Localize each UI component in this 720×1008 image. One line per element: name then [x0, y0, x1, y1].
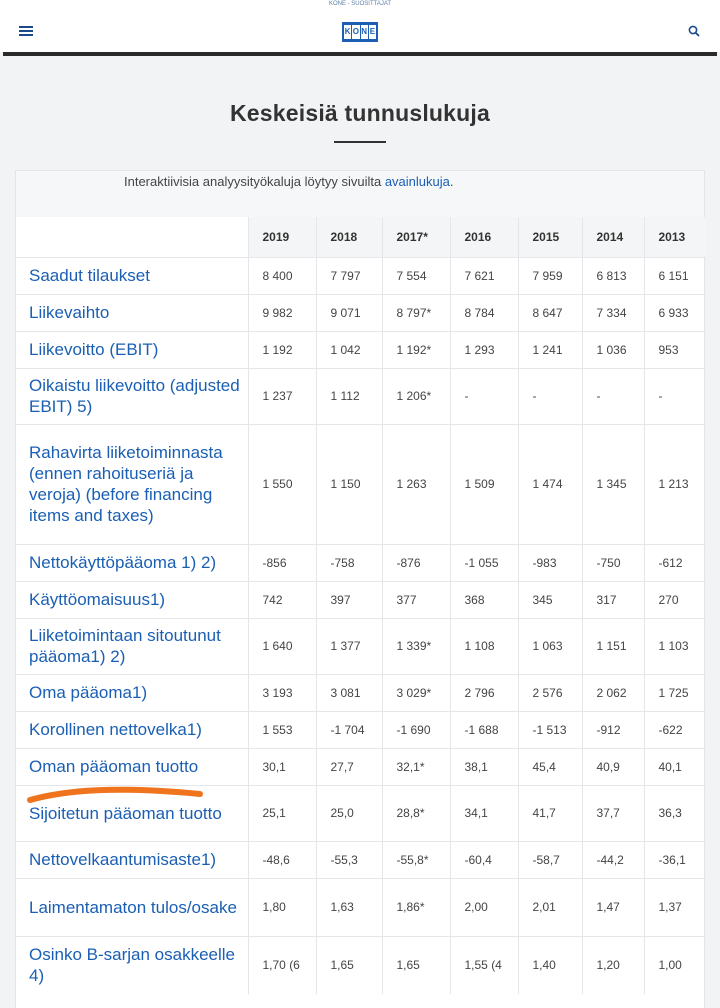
value-cell: 37,7: [582, 785, 644, 841]
value-cell: 40,1: [644, 748, 706, 785]
value-cell: -: [644, 368, 706, 424]
value-cell: 3 193: [248, 674, 316, 711]
value-cell: 1 042: [316, 331, 382, 368]
value-cell: -876: [382, 544, 450, 581]
value-cell: 1 112: [316, 368, 382, 424]
value-cell: -1 055: [450, 544, 518, 581]
table-row: [16, 878, 706, 936]
value-cell: -36,1: [644, 841, 706, 878]
metric-label[interactable]: Liikevoitto (EBIT): [16, 331, 248, 368]
value-cell: 25,0: [316, 785, 382, 841]
value-cell: -622: [644, 711, 706, 748]
value-cell: 27,7: [316, 748, 382, 785]
value-cell: 6 151: [644, 257, 706, 294]
value-cell: 3 029*: [382, 674, 450, 711]
value-cell: 1,55 (4: [450, 936, 518, 994]
table-row: [16, 581, 706, 618]
value-cell: 7 554: [382, 257, 450, 294]
value-cell: -758: [316, 544, 382, 581]
table-row: [16, 257, 706, 294]
value-cell: 1,00: [644, 936, 706, 994]
logo-letter: O: [352, 25, 359, 39]
metric-label[interactable]: Saadut tilaukset: [16, 257, 248, 294]
value-cell: 6 933: [644, 294, 706, 331]
value-cell: 40,9: [582, 748, 644, 785]
value-cell: 1 103: [644, 618, 706, 674]
year-header: 2017*: [382, 217, 450, 257]
page-title: Keskeisiä tunnuslukuja: [229, 100, 491, 126]
value-cell: 270: [644, 581, 706, 618]
value-cell: 1 553: [248, 711, 316, 748]
value-cell: 1 206*: [382, 368, 450, 424]
value-cell: -58,7: [518, 841, 582, 878]
value-cell: -912: [582, 711, 644, 748]
metric-label[interactable]: Oma pääoma1): [16, 674, 248, 711]
year-header: 2014: [582, 217, 644, 257]
value-cell: 1 640: [248, 618, 316, 674]
value-cell: 1,63: [316, 878, 382, 936]
table-row: [16, 936, 706, 994]
value-cell: 953: [644, 331, 706, 368]
value-cell: 1 213: [644, 424, 706, 544]
metric-label[interactable]: Osinko B-sarjan osakkeelle 4): [16, 936, 248, 994]
table-row: [16, 785, 706, 841]
value-cell: 1,65: [382, 936, 450, 994]
value-cell: -: [518, 368, 582, 424]
key-figures-link[interactable]: avainlukuja: [384, 174, 450, 189]
metric-label[interactable]: Liiketoimintaan sitoutunut pääoma1) 2): [16, 618, 248, 674]
value-cell: 36,3: [644, 785, 706, 841]
value-cell: 368: [450, 581, 518, 618]
hamburger-menu-icon[interactable]: [19, 26, 33, 38]
metric-label[interactable]: Nettovelkaantumisaste1): [16, 841, 248, 878]
title-divider: [334, 141, 386, 143]
metric-label[interactable]: Laimentamaton tulos/osake: [16, 878, 248, 936]
hero-image-strip: [3, 52, 717, 56]
value-cell: 9 982: [248, 294, 316, 331]
top-banner: KONE - SUOSITTAJAT: [0, 0, 720, 12]
value-cell: 345: [518, 581, 582, 618]
value-cell: -1 688: [450, 711, 518, 748]
value-cell: 8 647: [518, 294, 582, 331]
value-cell: -750: [582, 544, 644, 581]
value-cell: 1 063: [518, 618, 582, 674]
table-row: [16, 544, 706, 581]
value-cell: -: [582, 368, 644, 424]
value-cell: 8 797*: [382, 294, 450, 331]
notice-suffix: .: [449, 174, 454, 189]
value-cell: 1 036: [582, 331, 644, 368]
value-cell: -55,8*: [382, 841, 450, 878]
metric-label[interactable]: Nettokäyttöpääoma 1) 2): [16, 544, 248, 581]
value-cell: -1 513: [518, 711, 582, 748]
year-header: 2016: [450, 217, 518, 257]
value-cell: 34,1: [450, 785, 518, 841]
year-header-row: [16, 217, 706, 257]
key-figures-card: [15, 170, 705, 1008]
kone-logo[interactable]: [342, 22, 378, 42]
value-cell: 1,86*: [382, 878, 450, 936]
value-cell: 7 334: [582, 294, 644, 331]
value-cell: 8 784: [450, 294, 518, 331]
logo-letter: N: [361, 25, 368, 39]
value-cell: 1 150: [316, 424, 382, 544]
value-cell: 1,65: [316, 936, 382, 994]
value-cell: 1 725: [644, 674, 706, 711]
value-cell: 1,80: [248, 878, 316, 936]
value-cell: 1 474: [518, 424, 582, 544]
table-row: [16, 711, 706, 748]
table-row: [16, 748, 706, 785]
metric-label[interactable]: Liikevaihto: [16, 294, 248, 331]
value-cell: 1 345: [582, 424, 644, 544]
key-figures-table: [16, 217, 706, 994]
value-cell: 2,01: [518, 878, 582, 936]
value-cell: 32,1*: [382, 748, 450, 785]
metric-label[interactable]: Rahavirta liiketoiminnasta (ennen rahoituseriä ja veroja) (before financing items and taxes): [16, 424, 248, 544]
year-header: 2015: [518, 217, 582, 257]
table-row: [16, 618, 706, 674]
metric-label[interactable]: Oman pääoman tuotto: [16, 748, 248, 785]
value-cell: 6 813: [582, 257, 644, 294]
value-cell: 2 796: [450, 674, 518, 711]
value-cell: -60,4: [450, 841, 518, 878]
value-cell: 9 071: [316, 294, 382, 331]
table-row: [16, 368, 706, 424]
metric-label[interactable]: Sijoitetun pääoman tuotto: [16, 785, 248, 841]
value-cell: 41,7: [518, 785, 582, 841]
table-row: [16, 424, 706, 544]
value-cell: 397: [316, 581, 382, 618]
value-cell: 2,00: [450, 878, 518, 936]
value-cell: 1 241: [518, 331, 582, 368]
value-cell: 3 081: [316, 674, 382, 711]
value-cell: 1 151: [582, 618, 644, 674]
value-cell: 25,1: [248, 785, 316, 841]
value-cell: 45,4: [518, 748, 582, 785]
value-cell: 38,1: [450, 748, 518, 785]
value-cell: 2 576: [518, 674, 582, 711]
value-cell: -983: [518, 544, 582, 581]
notice-text: Interaktiivisia analyysityökaluja löytyy sivuilta: [124, 174, 385, 189]
year-header: 2019: [248, 217, 316, 257]
value-cell: -856: [248, 544, 316, 581]
year-header: 2013: [644, 217, 706, 257]
value-cell: -: [450, 368, 518, 424]
value-cell: -612: [644, 544, 706, 581]
metric-label[interactable]: Käyttöomaisuus1): [16, 581, 248, 618]
value-cell: 2 062: [582, 674, 644, 711]
value-cell: 1 108: [450, 618, 518, 674]
value-cell: 1,20: [582, 936, 644, 994]
value-cell: 1,47: [582, 878, 644, 936]
value-cell: 377: [382, 581, 450, 618]
table-row: [16, 674, 706, 711]
value-cell: 7 621: [450, 257, 518, 294]
value-cell: 8 400: [248, 257, 316, 294]
value-cell: 1,37: [644, 878, 706, 936]
value-cell: 7 959: [518, 257, 582, 294]
metric-label[interactable]: Korollinen nettovelka1): [16, 711, 248, 748]
logo-letter: E: [369, 25, 376, 39]
value-cell: 1 192: [248, 331, 316, 368]
value-cell: 30,1: [248, 748, 316, 785]
value-cell: -44,2: [582, 841, 644, 878]
value-cell: 1 237: [248, 368, 316, 424]
value-cell: 1 263: [382, 424, 450, 544]
value-cell: 1,40: [518, 936, 582, 994]
analysis-tools-notice: [16, 171, 704, 217]
value-cell: -48,6: [248, 841, 316, 878]
value-cell: 742: [248, 581, 316, 618]
site-header: [0, 12, 720, 52]
value-cell: -55,3: [316, 841, 382, 878]
value-cell: 7 797: [316, 257, 382, 294]
metric-label[interactable]: Oikaistu liikevoitto (adjusted EBIT) 5): [16, 368, 248, 424]
search-icon[interactable]: [688, 25, 700, 37]
header-blank-cell: [16, 217, 248, 257]
value-cell: 317: [582, 581, 644, 618]
value-cell: -1 704: [316, 711, 382, 748]
value-cell: 1 509: [450, 424, 518, 544]
value-cell: 1 550: [248, 424, 316, 544]
value-cell: 1 377: [316, 618, 382, 674]
table-row: [16, 331, 706, 368]
value-cell: 28,8*: [382, 785, 450, 841]
logo-letter: K: [344, 25, 351, 39]
value-cell: 1,70 (6: [248, 936, 316, 994]
table-row: [16, 294, 706, 331]
value-cell: -1 690: [382, 711, 450, 748]
value-cell: 1 339*: [382, 618, 450, 674]
value-cell: 1 192*: [382, 331, 450, 368]
value-cell: 1 293: [450, 331, 518, 368]
table-row: [16, 841, 706, 878]
year-header: 2018: [316, 217, 382, 257]
